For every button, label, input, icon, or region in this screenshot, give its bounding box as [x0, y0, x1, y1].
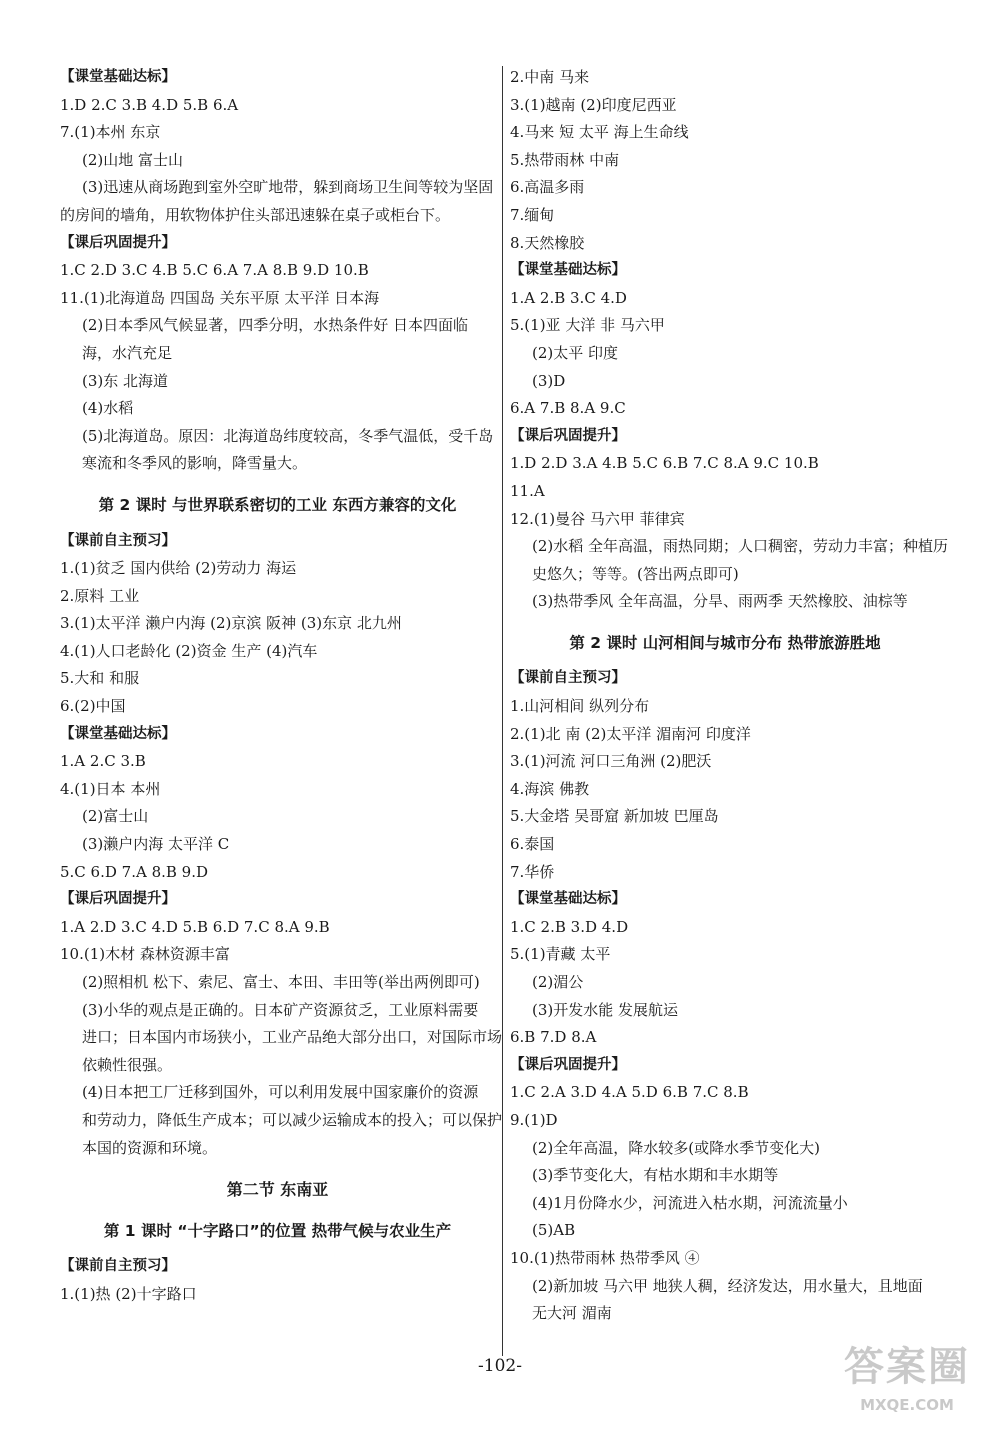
- right-column: [510, 64, 949, 1328]
- answer-line: 和劳动力，降低生产成本；可以减少运输成本的投入；可以保护: [82, 1110, 503, 1129]
- column-divider: [502, 66, 503, 1356]
- answer-line: 6.B 7.D 8.A: [510, 1028, 597, 1047]
- answer-line: (3)迅速从商场跑到室外空旷地带，躲到商场卫生间等较为坚固: [82, 178, 494, 197]
- answer-line: 9.(1)D: [510, 1110, 558, 1129]
- answer-line: 2.原料 工业: [60, 586, 140, 605]
- answer-line: 的房间的墙角，用软物体护住头部迅速躲在桌子或柜台下。: [60, 205, 451, 224]
- chapter-title: 第二节 东南亚: [226, 1180, 329, 1200]
- section-header: 【课后巩固提升】: [510, 1056, 626, 1073]
- answer-line: 5.大和 和服: [60, 669, 140, 688]
- answer-line: (5)AB: [532, 1221, 576, 1240]
- answer-line: 7.缅甸: [510, 205, 555, 224]
- answer-line: (2)太平 印度: [532, 343, 619, 362]
- answer-line: 1.山河相间 纵列分布: [510, 697, 650, 716]
- answer-line: 1.A 2.B 3.C 4.D: [510, 288, 627, 307]
- answer-line: 4.(1)日本 本州: [60, 779, 161, 798]
- answer-line: (5)北海道岛。原因：北海道岛纬度较高，冬季气温低，受千岛: [82, 426, 494, 445]
- answer-line: 寒流和冬季风的影响，降雪量大。: [82, 454, 308, 473]
- answer-line: 海，水汽充足: [82, 343, 173, 362]
- answer-line: 11.A: [510, 481, 545, 500]
- section-header: 【课堂基础达标】: [60, 725, 176, 742]
- section-header: 【课后巩固提升】: [510, 427, 626, 444]
- answer-line: (3)开发水能 发展航运: [532, 1000, 679, 1019]
- answer-line: (2)全年高温，降水较多(或降水季节变化大): [532, 1138, 820, 1157]
- section-header: 【课堂基础达标】: [60, 69, 176, 85]
- answer-line: 1.A 2.D 3.C 4.D 5.B 6.D 7.C 8.A 9.B: [60, 917, 330, 936]
- section-header: 【课前自主预习】: [60, 1258, 176, 1275]
- answer-line: 12.(1)曼谷 马六甲 菲律宾: [510, 509, 685, 528]
- watermark-logo: [832, 1339, 982, 1431]
- left-column: [60, 64, 503, 1309]
- answer-line: 1.(1)贫乏 国内供给 (2)劳动力 海运: [60, 559, 297, 578]
- answer-line: 1.D 2.D 3.A 4.B 5.C 6.B 7.C 8.A 9.C 10.B: [510, 454, 819, 473]
- answer-line: 3.(1)河流 河口三角洲 (2)肥沃: [510, 752, 712, 771]
- answer-line: (3)D: [532, 371, 566, 390]
- answer-line: 依赖性很强。: [82, 1055, 173, 1074]
- watermark-text: 答案圈: [844, 1344, 970, 1390]
- answer-line: (2)新加坡 马六甲 地狭人稠，经济发达，用水量大，且地面: [532, 1276, 923, 1295]
- answer-line: 6.泰国: [510, 835, 555, 854]
- answer-line: 11.(1)北海道岛 四国岛 关东平原 太平洋 日本海: [60, 288, 380, 307]
- answer-line: 1.C 2.D 3.C 4.B 5.C 6.A 7.A 8.B 9.D 10.B: [60, 261, 369, 280]
- answer-line: (3)东 北海道: [82, 371, 169, 390]
- answer-line: (3)季节变化大，有枯水期和丰水期等: [532, 1166, 779, 1185]
- answer-line: 进口；日本国内市场狭小，工业产品绝大部分出口，对国际市场: [82, 1028, 503, 1047]
- answer-line: (3)濑户内海 太平洋 C: [82, 835, 230, 854]
- answer-line: (3)热带季风 全年高温，分旱、雨两季 天然橡胶、油棕等: [532, 592, 908, 611]
- answer-line: 10.(1)木材 森林资源丰富: [60, 945, 230, 964]
- answer-line: 6.高温多雨: [510, 178, 585, 197]
- answer-line: (2)照相机 松下、索尼、富士、本田、丰田等(举出两例即可): [82, 973, 480, 991]
- answer-line: 8.天然橡胶: [510, 233, 585, 252]
- page-number: -102-: [478, 1356, 522, 1376]
- answer-line: 5.热带雨林 中南: [510, 150, 620, 169]
- section-header: 【课堂基础达标】: [510, 891, 626, 908]
- answer-line: 5.(1)青藏 太平: [510, 945, 611, 964]
- answer-line: 1.C 2.B 3.D 4.D: [510, 917, 629, 936]
- answer-line: (2)日本季风气候显著，四季分明，水热条件好 日本四面临: [82, 316, 469, 335]
- answer-line: 4.马来 短 太平 海上生命线: [510, 123, 689, 142]
- section-header: 【课堂基础达标】: [510, 262, 626, 279]
- answer-line: 2.中南 马来: [510, 68, 590, 86]
- answer-line: 史悠久；等等。(答出两点即可): [532, 564, 739, 583]
- answer-line: 6.(2)中国: [60, 697, 126, 716]
- answer-line: 无大河 湄南: [532, 1304, 612, 1323]
- answer-line: 4.(1)人口老龄化 (2)资金 生产 (4)汽车: [60, 641, 318, 660]
- answer-line: 7.(1)本州 东京: [60, 123, 161, 142]
- section-header: 【课后巩固提升】: [60, 234, 176, 251]
- answer-line: (2)湄公: [532, 973, 584, 991]
- answer-line: (2)富士山: [82, 807, 149, 826]
- answer-line: 2.(1)北 南 (2)太平洋 湄南河 印度洋: [510, 724, 751, 743]
- lesson-title: 第 2 课时 与世界联系密切的工业 东西方兼容的文化: [98, 495, 457, 514]
- answer-line: 3.(1)越南 (2)印度尼西亚: [510, 95, 677, 114]
- answer-line: (2)水稻 全年高温，雨热同期；人口稠密，劳动力丰富；种植历: [532, 537, 949, 556]
- answer-line: 本国的资源和环境。: [82, 1138, 218, 1157]
- section-header: 【课前自主预习】: [510, 670, 626, 687]
- answer-line: 3.(1)太平洋 濑户内海 (2)京滨 阪神 (3)东京 北九州: [60, 614, 402, 633]
- answer-line: 6.A 7.B 8.A 9.C: [510, 399, 626, 418]
- lesson-title: 第 2 课时 山河相间与城市分布 热带旅游胜地: [569, 633, 881, 652]
- answer-line: 1.C 2.A 3.D 4.A 5.D 6.B 7.C 8.B: [510, 1083, 749, 1102]
- answer-line: 1.A 2.C 3.B: [60, 752, 146, 771]
- answer-line: 10.(1)热带雨林 热带季风 ④: [510, 1248, 700, 1267]
- answer-line: 1.(1)热 (2)十字路口: [60, 1284, 197, 1303]
- answer-line: 7.华侨: [510, 862, 555, 881]
- answer-line: (4)日本把工厂迁移到国外，可以利用发展中国家廉价的资源: [82, 1083, 479, 1102]
- answer-line: (2)山地 富士山: [82, 150, 184, 169]
- section-header: 【课前自主预习】: [60, 532, 176, 549]
- watermark-url: MXQE.COM: [860, 1396, 954, 1414]
- lesson-title: 第 1 课时 “十字路口”的位置 热带气候与农业生产: [103, 1221, 452, 1240]
- answer-line: 1.D 2.C 3.B 4.D 5.B 6.A: [60, 95, 239, 114]
- section-header: 【课后巩固提升】: [60, 891, 176, 908]
- answer-line: 5.(1)亚 大洋 非 马六甲: [510, 316, 665, 335]
- answer-line: (3)小华的观点是正确的。日本矿产资源贫乏，工业原料需要: [82, 1000, 479, 1019]
- answer-line: (4)水稻: [82, 399, 134, 418]
- answer-line: 5.C 6.D 7.A 8.B 9.D: [60, 862, 209, 881]
- answer-line: 4.海滨 佛教: [510, 779, 590, 798]
- answer-line: (4)1月份降水少，河流进入枯水期，河流流量小: [532, 1193, 848, 1212]
- answer-line: 5.大金塔 吴哥窟 新加坡 巴厘岛: [510, 807, 719, 826]
